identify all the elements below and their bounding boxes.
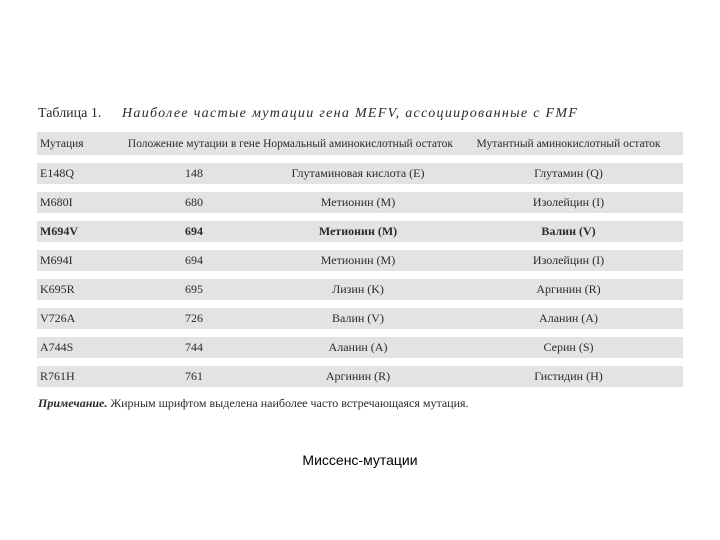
- cell-mutation: M694I: [37, 250, 126, 271]
- header-position: Положение мутации в гене: [126, 132, 262, 155]
- table-row: [37, 192, 683, 213]
- cell-normal: Аргинин (R): [262, 366, 454, 387]
- slide-subtitle: Миссенс-мутации: [302, 452, 418, 468]
- cell-mutant: Серин (S): [454, 337, 683, 358]
- cell-normal: Метионин (M): [262, 250, 454, 271]
- cell-position: 744: [126, 337, 262, 358]
- cell-mutant: Валин (V): [454, 221, 683, 242]
- cell-normal: Метионин (M): [262, 192, 454, 213]
- header-mutation: Мутация: [37, 132, 126, 155]
- table-row: [37, 250, 683, 271]
- mutations-table: [37, 124, 683, 395]
- cell-mutant: Изолейцин (I): [454, 192, 683, 213]
- table-row: [37, 308, 683, 329]
- cell-position: 694: [126, 250, 262, 271]
- cell-mutation: V726A: [37, 308, 126, 329]
- cell-normal: Глутаминовая кислота (E): [262, 163, 454, 184]
- table-header-row: [37, 132, 683, 155]
- table-row: [37, 163, 683, 184]
- table-caption-title: Наиболее частые мутации гена MEFV, ассоциированные с FMF: [122, 106, 579, 121]
- cell-normal: Лизин (K): [262, 279, 454, 300]
- cell-mutant: Аланин (A): [454, 308, 683, 329]
- note-text: Жирным шрифтом выделена наиболее часто встречающаяся мутация.: [107, 396, 469, 410]
- cell-position: 148: [126, 163, 262, 184]
- cell-position: 695: [126, 279, 262, 300]
- table-row: [37, 279, 683, 300]
- cell-mutant: Аргинин (R): [454, 279, 683, 300]
- table-note: [38, 396, 469, 411]
- header-mutant-residue: Мутантный аминокислотный остаток: [454, 132, 683, 155]
- cell-mutant: Глутамин (Q): [454, 163, 683, 184]
- note-label: Примечание.: [38, 396, 108, 410]
- cell-mutation: M680I: [37, 192, 126, 213]
- cell-mutation: M694V: [37, 221, 126, 242]
- cell-mutation: K695R: [37, 279, 126, 300]
- cell-mutant: Изолейцин (I): [454, 250, 683, 271]
- table-caption-label: Таблица 1.: [38, 106, 102, 121]
- table-row: [37, 366, 683, 387]
- table-row: [37, 221, 683, 242]
- cell-mutation: R761H: [37, 366, 126, 387]
- cell-normal: Аланин (A): [262, 337, 454, 358]
- cell-position: 680: [126, 192, 262, 213]
- cell-normal: Метионин (M): [262, 221, 454, 242]
- table-row: [37, 337, 683, 358]
- cell-position: 726: [126, 308, 262, 329]
- cell-mutation: A744S: [37, 337, 126, 358]
- cell-position: 694: [126, 221, 262, 242]
- cell-position: 761: [126, 366, 262, 387]
- cell-normal: Валин (V): [262, 308, 454, 329]
- cell-mutant: Гистидин (H): [454, 366, 683, 387]
- cell-mutation: E148Q: [37, 163, 126, 184]
- header-normal-residue: Нормальный аминокислотный остаток: [262, 132, 454, 155]
